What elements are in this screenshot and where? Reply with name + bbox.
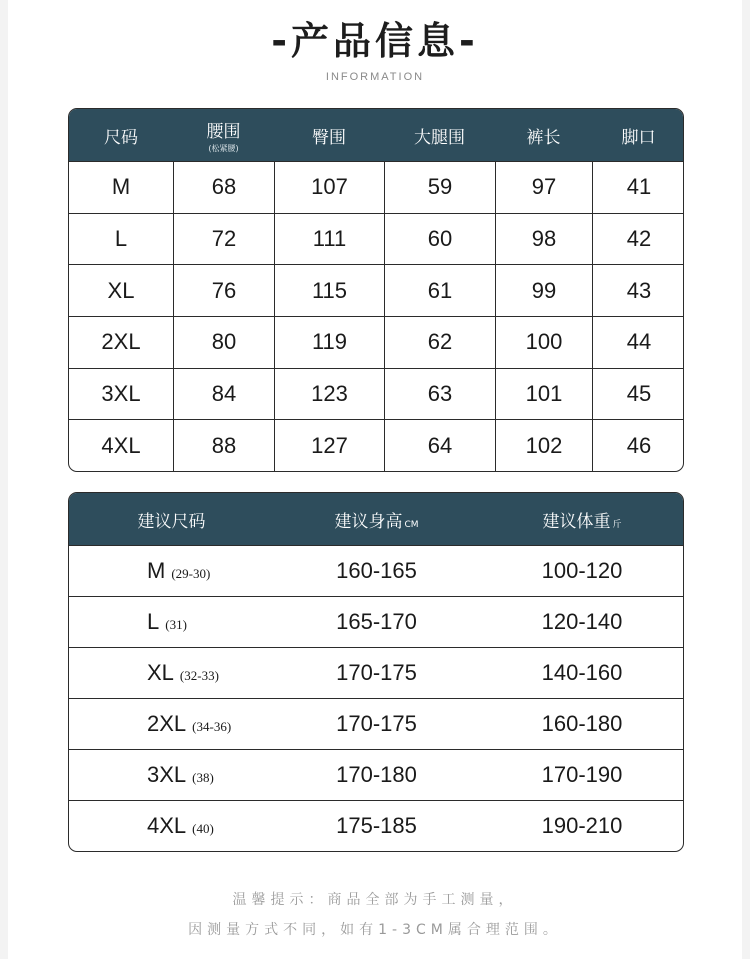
weight-cell: 170-190 — [479, 749, 684, 800]
header-sublabel: (松紧腰) — [208, 143, 239, 153]
table-cell: 60 — [384, 213, 495, 265]
size-waist-note: (40) — [192, 821, 214, 836]
table-cell: 62 — [384, 316, 495, 368]
header-unit: 斤 — [612, 519, 622, 530]
height-cell: 170-175 — [274, 647, 479, 698]
notice-line-1: 温馨提示：商品全部为手工测量， — [232, 892, 518, 908]
size-waist-note: (38) — [192, 770, 214, 785]
page-title: -产品信息- — [271, 19, 479, 63]
weight-cell: 140-160 — [479, 647, 684, 698]
header-label: 大腿围 — [414, 127, 465, 148]
weight-cell: 160-180 — [479, 698, 684, 749]
notice-line-2: 因测量方式不同，如有1-3CM属合理范围。 — [188, 922, 562, 938]
weight-cell: 120-140 — [479, 596, 684, 647]
table-cell: 4XL — [69, 419, 173, 471]
table-row — [69, 698, 684, 749]
header-cell-length — [495, 109, 592, 161]
table-cell: 3XL — [69, 368, 173, 420]
size-label: 3XL — [147, 762, 187, 787]
table-cell: XL — [69, 264, 173, 316]
table-cell: 88 — [173, 419, 274, 471]
recommendation-header-row — [69, 493, 684, 545]
table-cell: 84 — [173, 368, 274, 420]
measurement-notice — [0, 885, 750, 945]
weight-cell: 190-210 — [479, 800, 684, 851]
table-cell: 98 — [495, 213, 592, 265]
table-row — [69, 800, 684, 851]
header-cell-thigh — [384, 109, 495, 161]
table-cell: L — [69, 213, 173, 265]
table-cell: 72 — [173, 213, 274, 265]
size-label: XL — [147, 660, 174, 685]
header-cell-recommended-weight — [479, 493, 684, 545]
size-cell — [69, 545, 274, 596]
header-unit: CM — [404, 519, 419, 530]
header-cell-recommended-size — [69, 493, 274, 545]
measurement-grid — [69, 109, 684, 471]
measurement-header-row — [69, 109, 684, 161]
size-label: 2XL — [147, 711, 187, 736]
table-row — [69, 368, 684, 420]
size-waist-note: (31) — [165, 617, 187, 632]
size-label: L — [147, 609, 160, 634]
header-cell-recommended-height — [274, 493, 479, 545]
size-cell — [69, 749, 274, 800]
height-cell: 160-165 — [274, 545, 479, 596]
table-cell: 127 — [274, 419, 384, 471]
size-cell — [69, 596, 274, 647]
table-cell: 76 — [173, 264, 274, 316]
size-label: 4XL — [147, 813, 187, 838]
table-row — [69, 545, 684, 596]
table-row — [69, 647, 684, 698]
measurement-table — [68, 108, 684, 472]
table-row — [69, 161, 684, 213]
table-cell: 45 — [592, 368, 684, 420]
left-edge-strip — [0, 0, 8, 959]
header-label: 尺码 — [104, 127, 138, 148]
size-waist-note: (34-36) — [192, 719, 232, 734]
size-waist-note: (29-30) — [171, 566, 211, 581]
table-cell: 111 — [274, 213, 384, 265]
recommendation-grid — [69, 493, 684, 851]
table-cell: M — [69, 161, 173, 213]
table-cell: 44 — [592, 316, 684, 368]
table-cell: 115 — [274, 264, 384, 316]
header-cell-waist — [173, 109, 274, 161]
size-recommendation-table — [68, 492, 684, 852]
table-cell: 80 — [173, 316, 274, 368]
table-cell: 99 — [495, 264, 592, 316]
header-label: 臀围 — [312, 127, 346, 148]
header-cell-size — [69, 109, 173, 161]
height-cell: 165-170 — [274, 596, 479, 647]
page-header — [0, 10, 750, 83]
header-label: 脚口 — [621, 127, 656, 148]
size-label: M — [147, 558, 166, 583]
header-label: 腰围 — [206, 121, 241, 142]
table-cell: 43 — [592, 264, 684, 316]
page-subtitle: INFORMATION — [325, 71, 425, 83]
right-edge-strip — [742, 0, 750, 959]
header-label: 建议体重 — [542, 511, 611, 532]
height-cell: 170-180 — [274, 749, 479, 800]
height-cell: 175-185 — [274, 800, 479, 851]
table-cell: 42 — [592, 213, 684, 265]
height-cell: 170-175 — [274, 698, 479, 749]
table-cell: 46 — [592, 419, 684, 471]
table-cell: 68 — [173, 161, 274, 213]
table-cell: 100 — [495, 316, 592, 368]
table-row — [69, 749, 684, 800]
table-cell: 119 — [274, 316, 384, 368]
header-label: 裤长 — [526, 127, 561, 148]
table-row — [69, 596, 684, 647]
table-cell: 97 — [495, 161, 592, 213]
table-row — [69, 316, 684, 368]
size-cell — [69, 698, 274, 749]
header-cell-hip — [274, 109, 384, 161]
table-row — [69, 264, 684, 316]
header-cell-hem — [592, 109, 684, 161]
weight-cell: 100-120 — [479, 545, 684, 596]
size-cell — [69, 800, 274, 851]
table-cell: 102 — [495, 419, 592, 471]
table-cell: 63 — [384, 368, 495, 420]
header-label: 建议尺码 — [137, 511, 206, 532]
table-cell: 64 — [384, 419, 495, 471]
size-cell — [69, 647, 274, 698]
table-cell: 107 — [274, 161, 384, 213]
table-cell: 123 — [274, 368, 384, 420]
header-label: 建议身高 — [334, 511, 403, 532]
table-cell: 101 — [495, 368, 592, 420]
table-cell: 59 — [384, 161, 495, 213]
table-cell: 41 — [592, 161, 684, 213]
table-row — [69, 213, 684, 265]
table-cell: 61 — [384, 264, 495, 316]
size-waist-note: (32-33) — [179, 668, 219, 683]
table-cell: 2XL — [69, 316, 173, 368]
table-row — [69, 419, 684, 471]
